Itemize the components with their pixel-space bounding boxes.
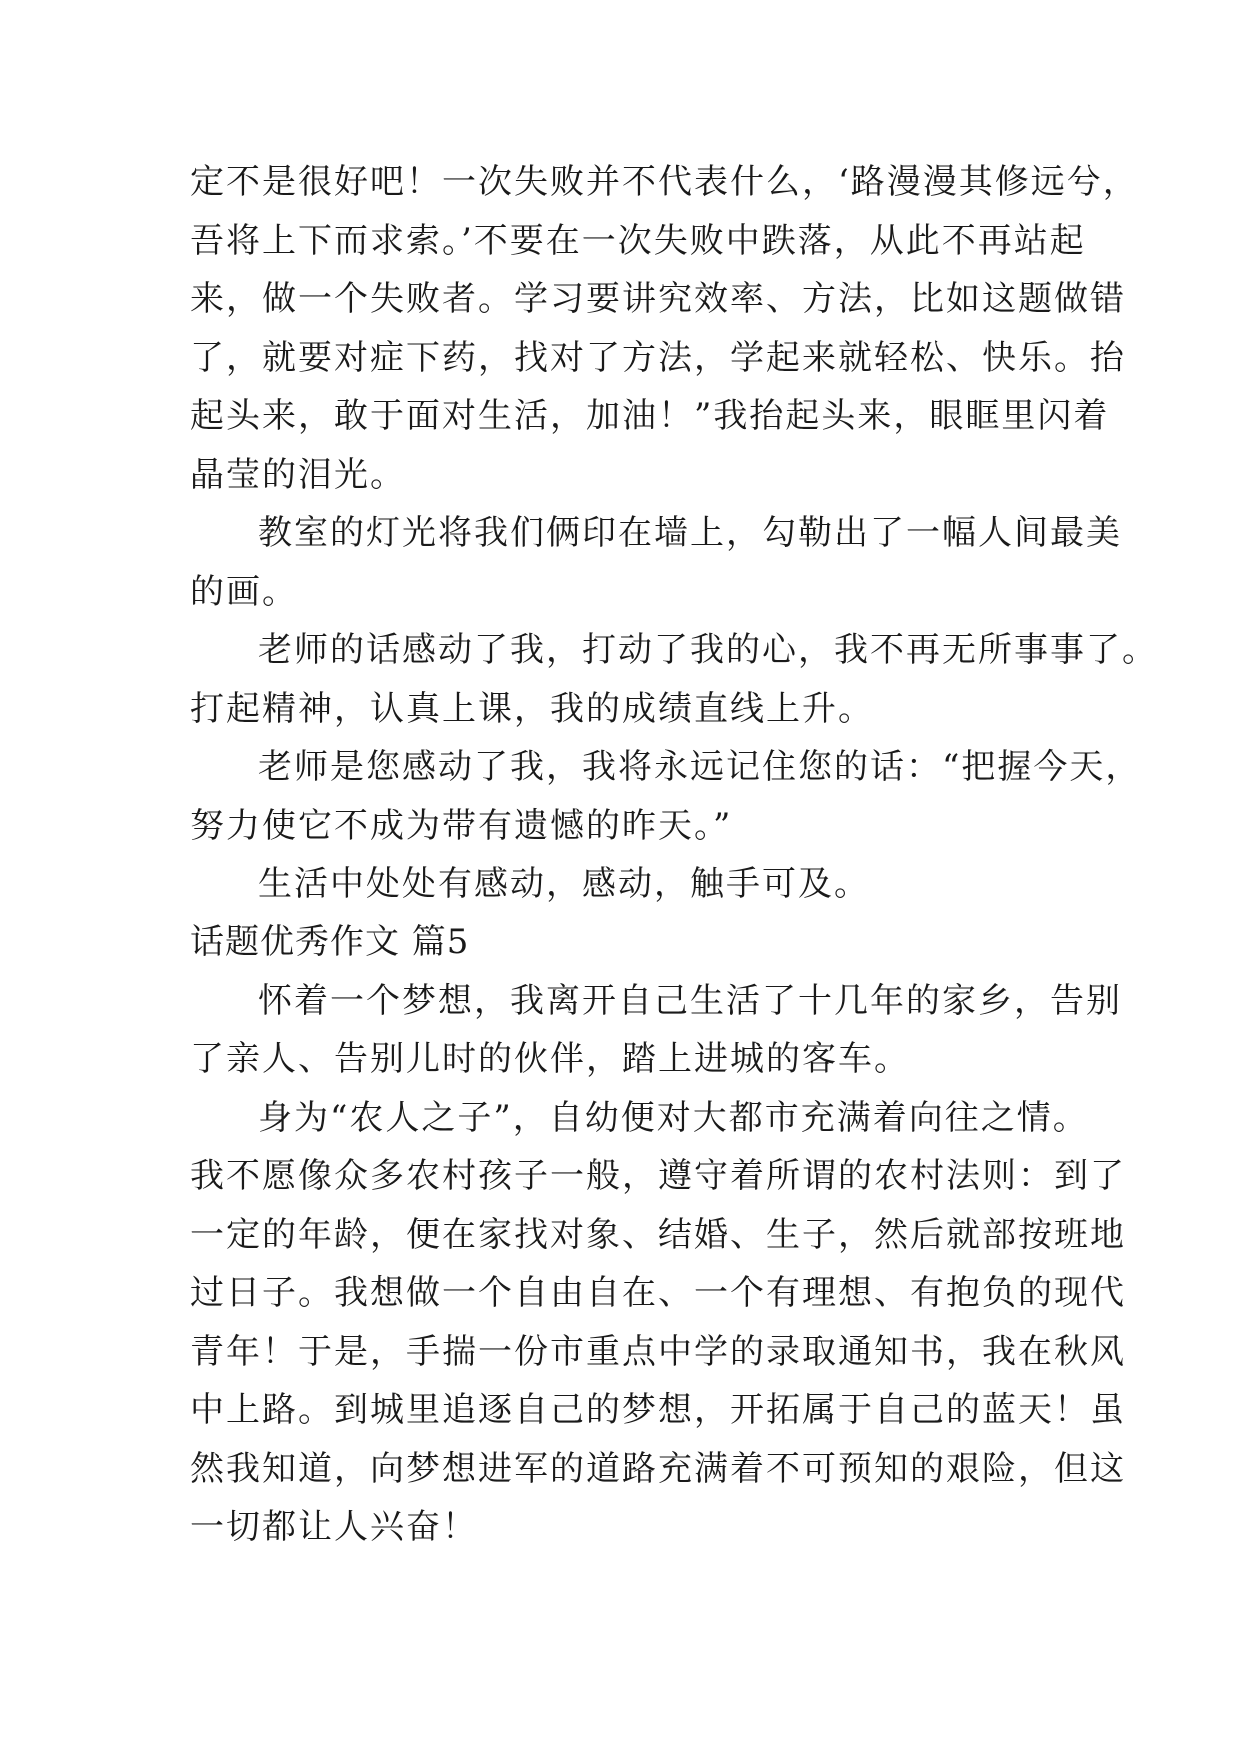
section-heading: 话题优秀作文 篇5	[190, 922, 470, 962]
text-line: 打起精神，认真上课，我的成绩直线上升。	[190, 689, 874, 729]
text-line: 了，就要对症下药，找对了方法，学起来就轻松、快乐。抬	[190, 338, 1126, 378]
text-line: 过日子。我想做一个自由自在、一个有理想、有抱负的现代	[190, 1273, 1126, 1313]
paragraph-first-line: 怀着一个梦想，我离开自己生活了十几年的家乡，告别	[258, 981, 1122, 1021]
text-line: 青年！于是，手揣一份市重点中学的录取通知书，我在秋风	[190, 1332, 1126, 1372]
paragraph-first-line: 老师的话感动了我，打动了我的心，我不再无所事事了。	[258, 630, 1158, 670]
text-line: 的画。	[190, 572, 298, 612]
text-line: 晶莹的泪光。	[190, 455, 406, 495]
text-line: 然我知道，向梦想进军的道路充满着不可预知的艰险，但这	[190, 1449, 1126, 1489]
text-line: 一定的年龄，便在家找对象、结婚、生子，然后就部按班地	[190, 1215, 1126, 1255]
text-line: 定不是很好吧！一次失败并不代表什么，‘路漫漫其修远兮，	[190, 162, 1139, 202]
text-line: 吾将上下而求索。’不要在一次失败中跌落，从此不再站起	[190, 221, 1086, 261]
text-line: 一切都让人兴奋！	[190, 1507, 478, 1547]
text-line: 我不愿像众多农村孩子一般，遵守着所谓的农村法则：到了	[190, 1156, 1126, 1196]
paragraph-first-line: 老师是您感动了我，我将永远记住您的话：“把握今天，	[258, 747, 1142, 787]
text-line: 起头来，敢于面对生活，加油！”我抬起头来，眼眶里闪着	[190, 396, 1110, 436]
text-line: 中上路。到城里追逐自己的梦想，开拓属于自己的蓝天！虽	[190, 1390, 1126, 1430]
text-line: 来，做一个失败者。学习要讲究效率、方法，比如这题做错	[190, 279, 1126, 319]
text-line: 努力使它不成为带有遗憾的昨天。”	[190, 806, 733, 846]
paragraph-first-line: 教室的灯光将我们俩印在墙上，勾勒出了一幅人间最美	[258, 513, 1122, 553]
text-line: 了亲人、告别儿时的伙伴，踏上进城的客车。	[190, 1039, 910, 1079]
paragraph-first-line: 身为“农人之子”，自幼便对大都市充满着向往之情。	[258, 1098, 1089, 1138]
paragraph-first-line: 生活中处处有感动，感动，触手可及。	[258, 864, 870, 904]
